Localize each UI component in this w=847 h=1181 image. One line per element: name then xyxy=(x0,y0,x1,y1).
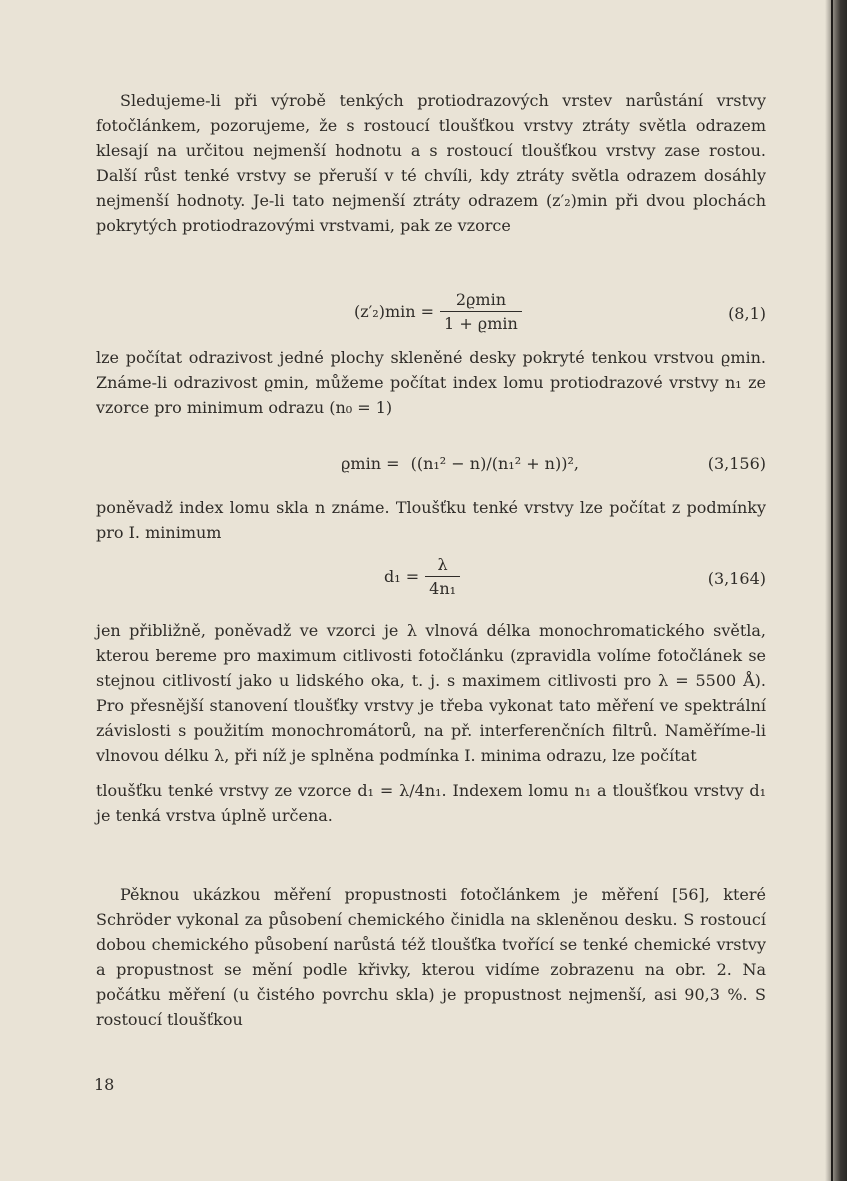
eq3-denominator: 4n₁ xyxy=(429,579,457,598)
eq2-body: ((n₁² − n)/(n₁² + n))², xyxy=(410,454,579,473)
eq3-lhs: d₁ = xyxy=(384,567,420,586)
eq3-numerator: λ xyxy=(425,555,460,577)
eq3-label: (3,164) xyxy=(707,569,766,588)
eq1-fraction xyxy=(440,290,522,333)
page-edge-shadow xyxy=(825,0,847,1181)
paragraph-2-block xyxy=(96,345,766,420)
eq2-label: (3,156) xyxy=(707,454,766,473)
paragraph-5-block xyxy=(96,882,766,1032)
paragraph-5: Pěknou ukázkou měření propustnosti fotočlánkem je měření [56], které Schröder vykonal za působení chemického činidla na skleněnou desku. S rostoucí dobou chemického působení narůstá též tloušťka tvořící se tenké chemické vrstvy a propustnost se mění podle křivky, kterou vidíme zobrazenu na obr. 2. Na počátku měření (u čistého povrchu skla) je propustnost nejmenší, asi 90,3 %. S rostoucí tloušťkou xyxy=(96,885,766,1029)
eq1-lhs: (z′₂)min = xyxy=(354,302,435,321)
page-number: 18 xyxy=(94,1075,115,1094)
eq1-numerator: 2ϱmin xyxy=(440,290,522,312)
eq1-denominator: 1 + ϱmin xyxy=(444,314,518,333)
equation-8-1 xyxy=(96,290,766,340)
paragraph-3: poněvadž index lomu skla n známe. Tloušťku tenké vrstvy lze počítat z podmínky pro I. minimum xyxy=(96,498,766,542)
paragraph-4: jen přibližně, poněvadž ve vzorci je λ vlnová délka monochromatického světla, kterou bereme pro maximum citlivosti fotočlánku (zpravidla volíme fotočlánek se stejnou citlivostí jako u lidského oka, t. j. s maximem citlivosti pro λ = 5500 Å). Pro přesnější stanovení tloušťky vrstvy je třeba vykonat tato měření ve spektrální závislosti s použitím monochromátorů, na př. interferenčních filtrů. Naměříme-li vlnovou délku λ, při níž je splněna podmínka I. minima odrazu, lze počítat xyxy=(96,621,766,765)
equation-3-164 xyxy=(96,555,766,605)
eq1-label: (8,1) xyxy=(728,304,766,323)
paragraph-4b: tloušťku tenké vrstvy ze vzorce d₁ = λ/4n₁. Indexem lomu n₁ a tloušťkou vrstvy d₁ je tenká vrstva úplně určena. xyxy=(96,781,766,825)
paragraph-3-block xyxy=(96,495,766,545)
paragraph-1: Sledujeme-li při výrobě tenkých protiodrazových vrstev narůstání vrstvy fotočlánkem, pozorujeme, že s rostoucí tloušťkou vrstvy ztráty světla odrazem klesají na určitou nejmenší hodnotu a s rostoucí tloušťkou vrstvy zase rostou. Další růst tenké vrstvy se přeruší v té chvíli, kdy ztráty světla odrazem dosáhly nejmenší hodnoty. Je-li tato nejmenší ztráty odrazem (z′₂)min při dvou plochách pokrytých protiodrazovými vrstvami, pak ze vzorce xyxy=(96,91,766,235)
paragraph-1-block xyxy=(96,88,766,238)
eq2-lhs: ϱmin = xyxy=(341,454,400,473)
equation-3-156 xyxy=(96,440,766,490)
paragraph-2: lze počítat odrazivost jedné plochy skleněné desky pokryté tenkou vrstvou ϱmin. Známe-li odrazivost ϱmin, můžeme počítat index lomu protiodrazové vrstvy n₁ ze vzorce pro minimum odrazu (n₀ = 1) xyxy=(96,348,766,417)
eq3-fraction xyxy=(425,555,460,598)
paragraph-4-block xyxy=(96,618,766,828)
page-edge-line xyxy=(831,0,833,1181)
